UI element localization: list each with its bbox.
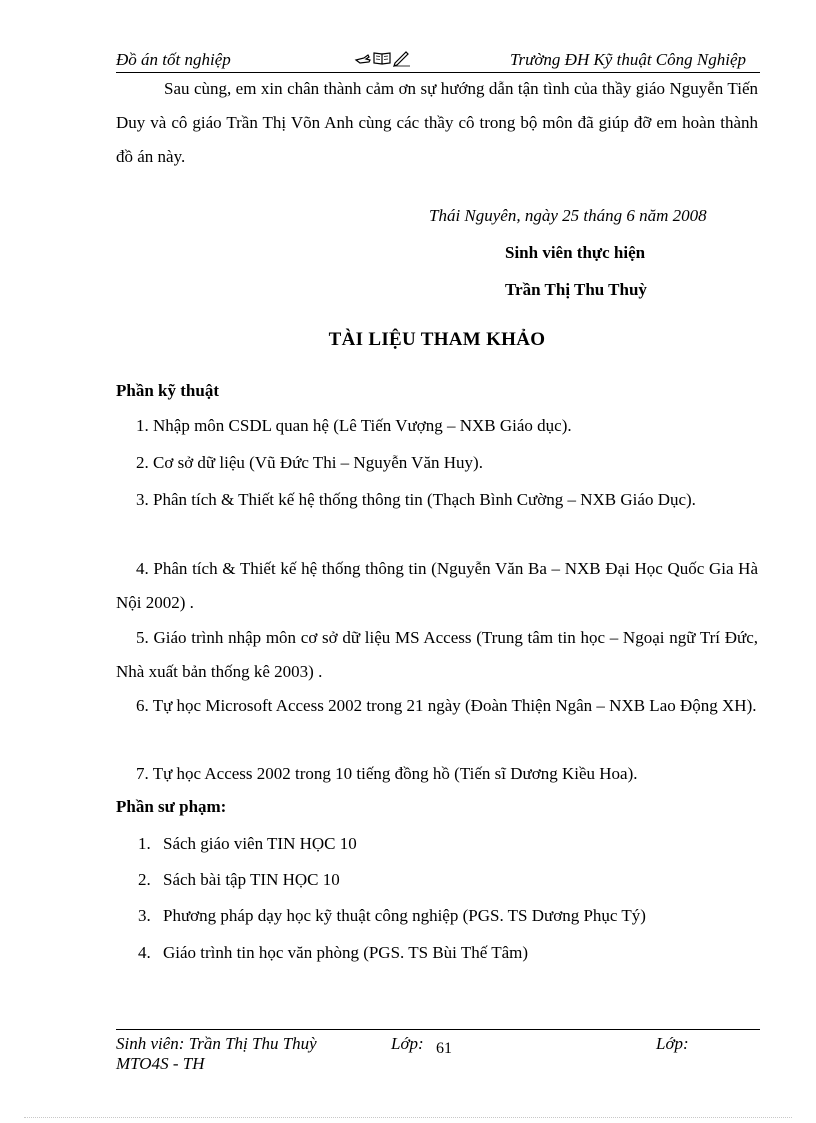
pedagogy-item-text: Sách giáo viên TIN HỌC 10: [163, 834, 357, 853]
pedagogy-item-number: 2.: [138, 870, 151, 889]
header-title: Đồ án tốt nghiệp: [116, 50, 231, 69]
place-date: Thái Nguyên, ngày 25 tháng 6 năm 2008: [429, 206, 707, 225]
footer-class-value: MTO4S - TH: [116, 1054, 205, 1073]
footer-class-label-2: Lớp:: [656, 1034, 689, 1053]
reference-item: 5. Giáo trình nhập môn cơ sở dữ liệu MS Access (Trung tâm tin học – Ngoại ngữ Trí Đức, Nhà xuất bản thống kê 2003) .: [116, 628, 758, 681]
reference-item: 4. Phân tích & Thiết kế hệ thống thông tin (Nguyễn Văn Ba – NXB Đại Học Quốc Gia Hà Nội 2002) .: [116, 559, 758, 612]
header-school: Trường ĐH Kỹ thuật Công Nghiệp: [509, 50, 746, 69]
pedagogy-item-number: 4.: [138, 943, 151, 962]
reference-item: 7. Tự học Access 2002 trong 10 tiếng đồng hồ (Tiến sĩ Dương Kiều Hoa).: [136, 764, 638, 783]
reference-item: 6. Tự học Microsoft Access 2002 trong 21 ngày (Đoàn Thiện Ngân – NXB Lao Động XH).: [136, 696, 757, 715]
pedagogy-item: [138, 834, 357, 854]
pedagogy-item-text: Phương pháp dạy học kỹ thuật công nghiệp (PGS. TS Dương Phục Tý): [163, 906, 646, 925]
reference-item: 2. Cơ sở dữ liệu (Vũ Đức Thi – Nguyễn Văn Huy).: [136, 453, 483, 472]
references-title: TÀI LIỆU THAM KHẢO: [328, 329, 546, 350]
page-edge: [24, 1117, 792, 1118]
reference-item: 1. Nhập môn CSDL quan hệ (Lê Tiến Vượng – NXB Giáo dục).: [136, 416, 572, 435]
signature-role: Sinh viên thực hiện: [505, 243, 646, 262]
technical-heading: Phần kỹ thuật: [116, 381, 219, 400]
pedagogy-item: [138, 906, 646, 926]
footer-student: Sinh viên: Trần Thị Thu Thuỳ: [116, 1034, 317, 1053]
page-header: [116, 46, 760, 73]
pedagogy-item-text: Sách bài tập TIN HỌC 10: [163, 870, 340, 889]
header-ornament: [354, 49, 412, 72]
reference-item: 3. Phân tích & Thiết kế hệ thống thông tin (Thạch Bình Cường – NXB Giáo Dục).: [136, 490, 696, 509]
footer-class-label: Lớp:: [391, 1034, 424, 1053]
pedagogy-item-number: 1.: [138, 834, 151, 853]
pedagogy-item-text: Giáo trình tin học văn phòng (PGS. TS Bùi Thế Tâm): [163, 943, 529, 962]
page-number: 61: [436, 1040, 452, 1057]
footer-divider: [116, 1029, 760, 1030]
pedagogy-heading: Phần sư phạm:: [116, 797, 227, 816]
pedagogy-item-number: 3.: [138, 906, 151, 925]
pedagogy-item: [138, 870, 340, 890]
hand-book-pen-icon: [354, 49, 412, 67]
signature-name: Trần Thị Thu Thuỳ: [505, 280, 647, 299]
acknowledgement-paragraph: Sau cùng, em xin chân thành cảm ơn sự hướng dẫn tận tình của thầy giáo Nguyễn Tiến Duy và cô giáo Trần Thị Võn Anh cùng các thầy cô trong bộ môn đã giúp đỡ em hoàn thành đồ án này.: [116, 79, 758, 166]
pedagogy-item: [138, 943, 528, 963]
